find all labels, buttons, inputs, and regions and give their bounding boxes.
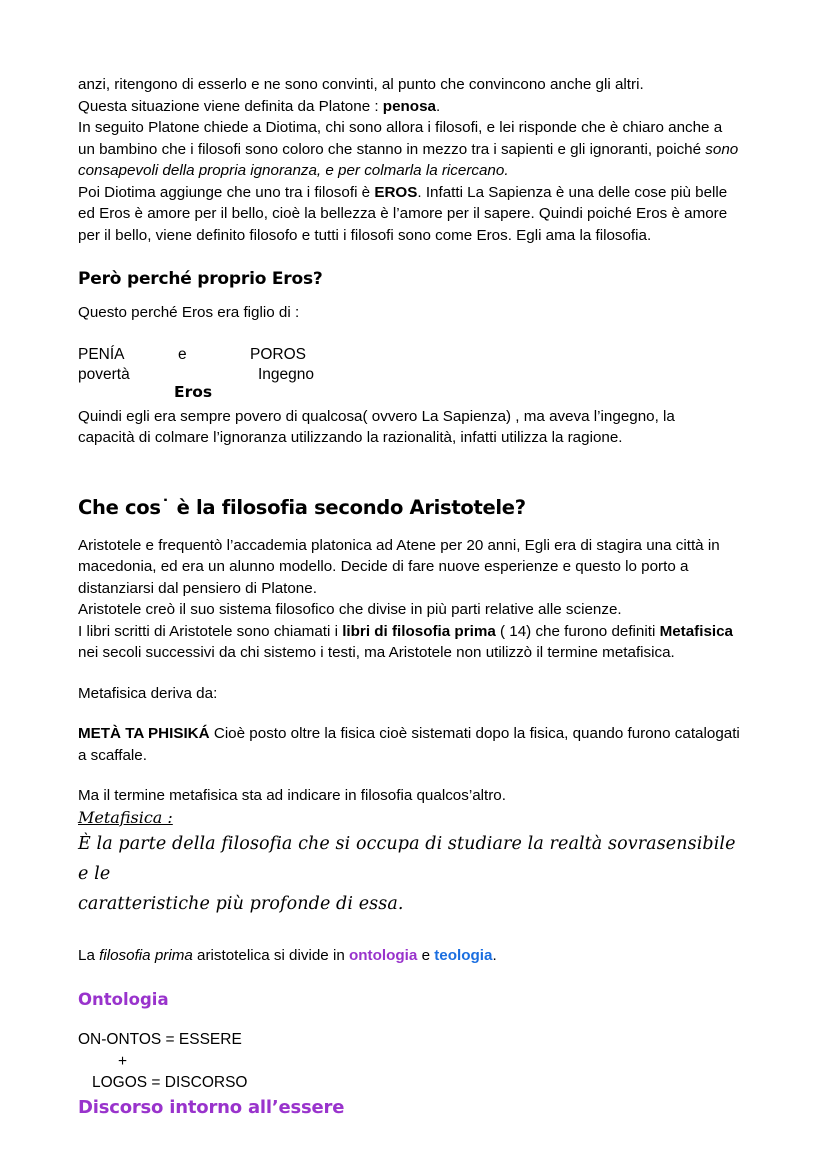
definition-line-2: caratteristiche più profonde di essa. — [78, 893, 404, 914]
intro-paragraph — [78, 74, 740, 246]
divide-pre: La — [78, 946, 100, 964]
eros-explanation — [78, 406, 740, 449]
heading-ontologia: Ontologia — [78, 990, 169, 1009]
filosofia-prima-divide-line — [78, 945, 740, 967]
meta-ta-phisika-term: METÀ TA PHISIKÁ — [78, 725, 210, 742]
meta-ta-phisika-desc: Cioè posto oltre la fisica cioè sistemati dopo la fisica, quando furono catalogati a scaffale. — [78, 725, 740, 764]
heading-perche-eros: Però perché proprio Eros? — [78, 269, 323, 289]
intro-line-3-italic: sono consapevoli della propria ignoranza, e per colmarla la ricercano. — [78, 140, 739, 179]
metafisica-definition — [78, 829, 740, 919]
poros-label: POROS — [250, 345, 306, 363]
aristotele-paragraph-1: Aristotele e frequentò l’accademia platonica ad Atene per 20 anni, Egli era di stagira una città in macedonia, ed era un alunno modello. Decide di fare nuove esperienze e questo lo porto a distanziarsi dal pensiero di Platone. — [78, 536, 720, 597]
eros-label: Eros — [174, 382, 213, 401]
intro-line-2-post: . — [435, 97, 441, 115]
p3-metafisica: Metafisica — [659, 622, 734, 640]
intro-line-4-post: . Infatti La Sapienza è una delle cose più belle ed Eros è amore per il bello, cioè la bellezza è l’amore per il sapere. Quindi poiché Eros è amore per il bello, viene definito filosofo e tutti i filosofi sono come Eros. Egli ama la filosofia. — [78, 183, 728, 244]
p3-post: nei secoli successivi da chi sistemo i testi, ma Aristotele non utilizzò il termine metafisica. — [78, 644, 675, 661]
divide-mid: aristotelica si divide in — [192, 946, 349, 964]
eros-subline: Questo perché Eros era figlio di : — [78, 304, 300, 321]
intro-eros: EROS — [374, 183, 418, 201]
spacer-3 — [78, 766, 740, 785]
metafisica-deriva-line: Metafisica deriva da: — [78, 684, 218, 702]
p3-libri-filosofia-prima: libri di filosofia prima — [342, 622, 496, 640]
ontologia-etymology — [78, 1029, 740, 1094]
metafisica-label: Metafisica : — [78, 807, 173, 827]
heading-filosofia-aristotele: Che cos˙ è la filosofia secondo Aristotele? — [78, 495, 526, 519]
spacer-1 — [78, 664, 740, 683]
spacer-2 — [78, 704, 740, 723]
penia-label: PENÍA — [78, 345, 125, 363]
term-teologia: teologia — [434, 946, 493, 964]
aristotele-paragraph-2: Aristotele creò il suo sistema filosofico che divise in più parti relative alle scienze. — [78, 601, 622, 618]
onto-line-2: LOGOS = DISCORSO — [92, 1074, 248, 1091]
ingegno-label: Ingegno — [258, 365, 315, 383]
divide-post: . — [492, 946, 497, 964]
divide-and: e — [417, 946, 435, 964]
intro-line-1: anzi, ritengono di esserlo e ne sono convinti, al punto che convincono anche gli altri. — [78, 76, 644, 93]
intro-line-2-pre: Questa situazione viene definita da Platone : — [78, 97, 383, 115]
onto-line-1: ON-ONTOS = ESSERE — [78, 1031, 242, 1048]
definition-line-1: È la parte della filosofia che si occupa di studiare la realtà sovrasensibile e le — [78, 833, 736, 884]
p3-mid: ( 14) che furono definiti — [495, 622, 660, 640]
onto-plus: + — [118, 1052, 128, 1070]
aristotele-paragraph-3 — [78, 621, 740, 664]
eros-explanation-line-2: capacità di colmare l’ignoranza utilizzando la razionalità, infatti utilizza la ragione. — [78, 429, 623, 446]
spacer-4 — [78, 919, 740, 945]
meta-ta-phisika-paragraph — [78, 723, 740, 766]
conjunction-label: e — [178, 345, 187, 363]
intro-penosa: penosa — [382, 97, 436, 115]
intro-line-4-pre: Poi Diotima aggiunge che uno tra i filosofi è — [78, 183, 375, 201]
poverta-label: povertà — [78, 365, 130, 383]
ontologia-conclusion: Discorso intorno all’essere — [78, 1096, 345, 1118]
eros-parents-diagram — [78, 346, 740, 404]
intro-line-3: In seguito Platone chiede a Diotima, chi sono allora i filosofi, e lei risponde che è chiaro anche a un bambino che i filosofi sono coloro che stanno in mezzo tra i sapienti e gli ignoranti, poiché — [78, 119, 723, 158]
term-ontologia: ontologia — [349, 946, 418, 964]
divide-filosofia-prima: filosofia prima — [99, 946, 193, 964]
termine-metafisica-line: Ma il termine metafisica sta ad indicare in filosofia qualcos’altro. — [78, 787, 506, 804]
p3-pre: I libri scritti di Aristotele sono chiamati i — [78, 622, 343, 640]
eros-explanation-line-1: Quindi egli era sempre povero di qualcosa( ovvero La Sapienza) , ma aveva l’ingegno, la — [78, 407, 675, 425]
